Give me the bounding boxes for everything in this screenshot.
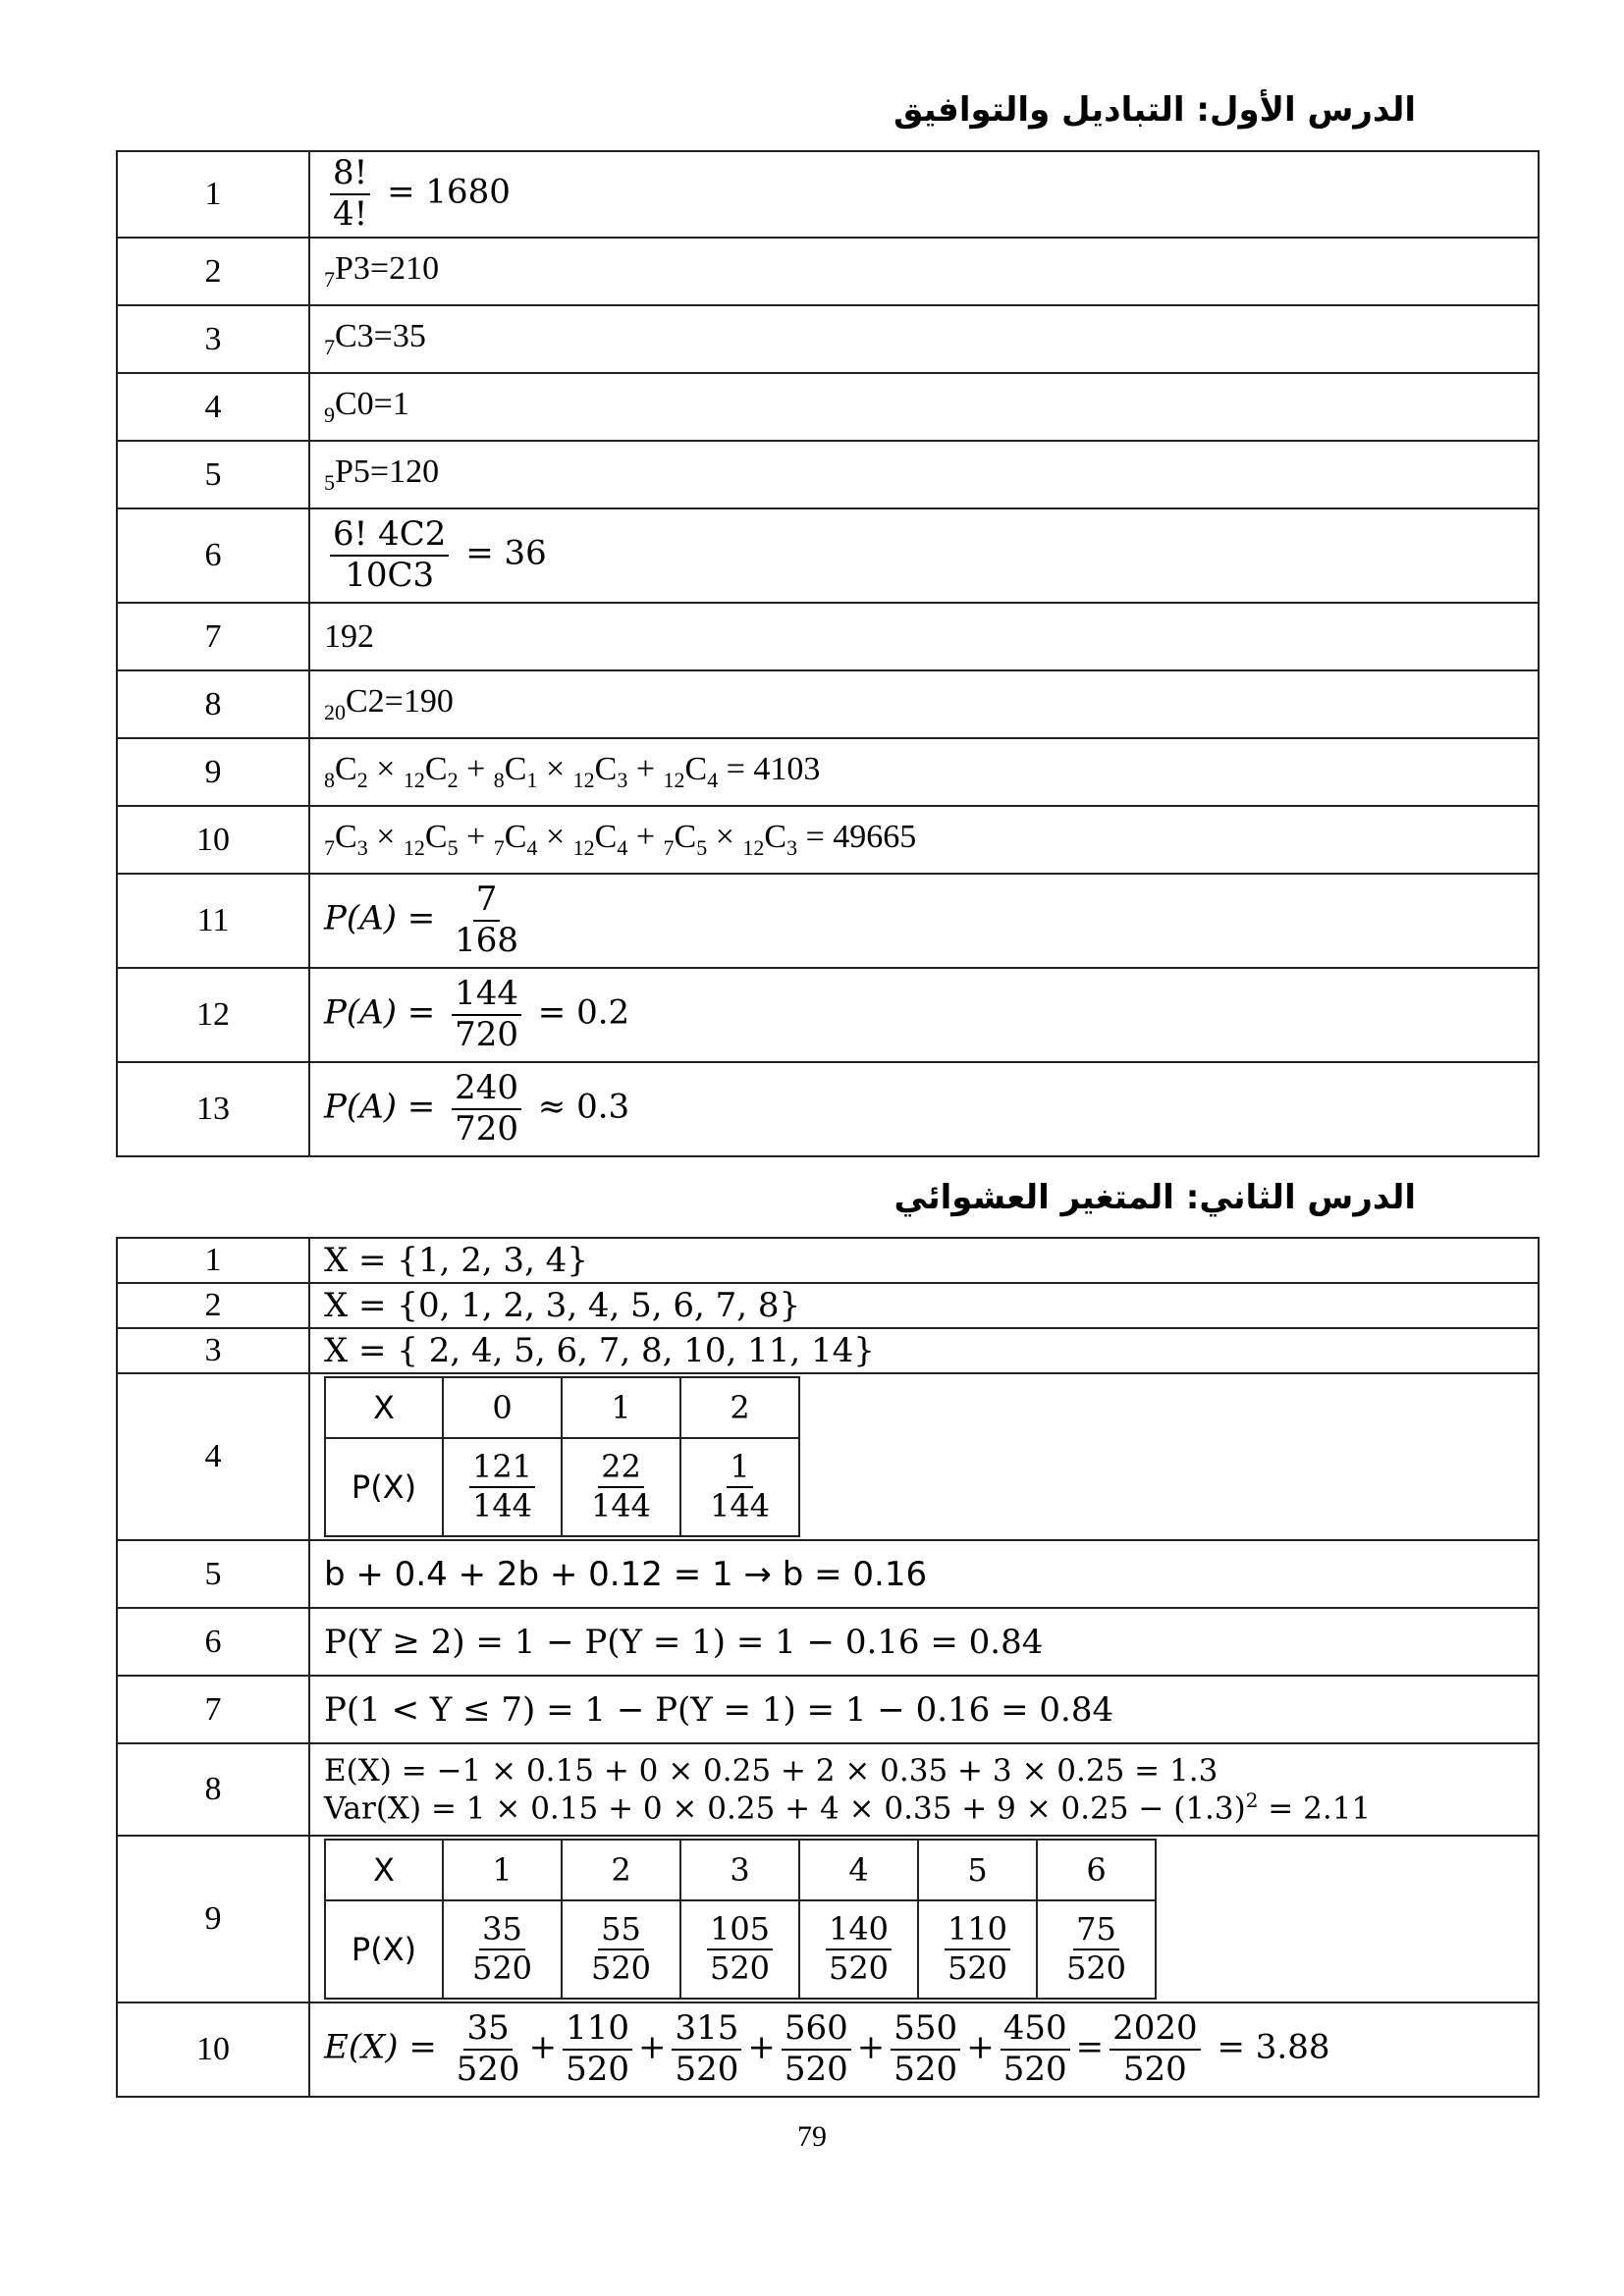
table-row <box>117 738 1539 806</box>
row-number: 5 <box>117 441 309 508</box>
answer-cell: $_7C_3 \times _{12}C_5 + _7C_4 \times _{12}C_4 + _7C_5 \times _{12}C_3 = 49665$ <box>309 806 1539 874</box>
answer-cell: $\frac{6! 4C2}{10C3}$ = 36 <box>309 508 1539 603</box>
table-row <box>117 1373 1539 1540</box>
answer-cell: X = { 2, 4, 5, 6, 7, 8, 10, 11, 14} <box>309 1328 1539 1373</box>
row-number: 3 <box>117 305 309 373</box>
row-number: 8 <box>117 1743 309 1836</box>
table-row <box>117 1608 1539 1676</box>
row-number: 6 <box>117 508 309 603</box>
table-row <box>117 603 1539 670</box>
row-number: 5 <box>117 1540 309 1608</box>
answer-cell: E(X) = $\frac{35}{520}$ + $\frac{110}{520}$ + $\frac{315}{520}$ + $\frac{560}{520}$ + $\frac{550}{520}$ + $\frac{450}{520}$ = $\frac{2020}{520}$ = 3.88 <box>309 2002 1539 2097</box>
table-row <box>117 1283 1539 1328</box>
row-number: 6 <box>117 1608 309 1676</box>
answer-cell: $_9$C0=1 <box>309 373 1539 441</box>
row-number: 1 <box>117 1238 309 1283</box>
row-number: 2 <box>117 238 309 305</box>
table-row <box>117 1062 1539 1156</box>
table-row <box>117 1676 1539 1743</box>
row-number: 12 <box>117 968 309 1062</box>
x-label: X <box>325 1377 443 1438</box>
table-row <box>117 968 1539 1062</box>
answer-cell: P(A) = $\frac{7}{168}$ <box>309 874 1539 968</box>
row-number: 10 <box>117 806 309 874</box>
answer-cell <box>309 1836 1539 2002</box>
row-number: 4 <box>117 1373 309 1540</box>
answer-cell: P(A) = $\frac{144}{720}$ = 0.2 <box>309 968 1539 1062</box>
table-row <box>117 806 1539 874</box>
answer-cell: P(A) = $\frac{240}{720}$ ≈ 0.3 <box>309 1062 1539 1156</box>
row-number: 11 <box>117 874 309 968</box>
row-number: 9 <box>117 1836 309 2002</box>
answer-cell: X = {0, 1, 2, 3, 4, 5, 6, 7, 8} <box>309 1283 1539 1328</box>
row-number: 7 <box>117 1676 309 1743</box>
table-row <box>117 1238 1539 1283</box>
table-row <box>117 874 1539 968</box>
table-row <box>117 305 1539 373</box>
table-row <box>117 1540 1539 1608</box>
table-row <box>117 373 1539 441</box>
answer-cell: $\frac{8!}{4!}$ = 1680 <box>309 151 1539 238</box>
table-row <box>117 2002 1539 2097</box>
row-number: 2 <box>117 1283 309 1328</box>
row-number: 9 <box>117 738 309 806</box>
answer-cell: P(1 < Y ≤ 7) = 1 − P(Y = 1) = 1 − 0.16 = 0.84 <box>309 1676 1539 1743</box>
answer-cell: X = {1, 2, 3, 4} <box>309 1238 1539 1283</box>
answer-cell: $_8C_2 \times _{12}C_2 + _8C_1 \times _{12}C_3 + _{12}C_4 = 4103$ <box>309 738 1539 806</box>
table-row <box>117 238 1539 305</box>
answer-cell: P(Y ≥ 2) = 1 − P(Y = 1) = 1 − 0.16 = 0.84 <box>309 1608 1539 1676</box>
lesson2-heading: الدرس الثاني: المتغير العشوائي <box>893 1178 1416 1217</box>
answer-cell: $_{20}$C2=190 <box>309 670 1539 738</box>
table-row <box>117 1328 1539 1373</box>
distribution-table: X 0 1 2 P(X) $\frac{121}{144}$ $\frac{22}{144}$ $\frac{1}{144}$ <box>324 1376 800 1537</box>
distribution-table: X 1 2 3 4 5 6 P(X) $\frac{35}{520}$ $\frac{55}{520}$ $\frac{105}{520}$ $\frac{140}{520}$ $\frac{110}{520}$ $\frac{75}{520}$ <box>324 1839 1157 2000</box>
answer-cell: b + 0.4 + 2b + 0.12 = 1 → b = 0.16 <box>309 1540 1539 1608</box>
row-number: 7 <box>117 603 309 670</box>
row-number: 13 <box>117 1062 309 1156</box>
answer-cell: $_5$P5=120 <box>309 441 1539 508</box>
table-row <box>117 1836 1539 2002</box>
table-row <box>117 1743 1539 1836</box>
row-number: 1 <box>117 151 309 238</box>
row-number: 10 <box>117 2002 309 2097</box>
answer-cell: 192 <box>309 603 1539 670</box>
answer-cell: E(X) = −1 × 0.15 + 0 × 0.25 + 2 × 0.35 + 3 × 0.25 = 1.3 $Var(X) = 1 \times 0.15 + 0 \times 0.25 + 4 \times 0.35 + 9 \times 0.25 - (1.3)^2 = 2.11$ <box>309 1743 1539 1836</box>
lesson1-table <box>116 150 1540 1157</box>
row-number: 3 <box>117 1328 309 1373</box>
answer-cell: $_7$C3=35 <box>309 305 1539 373</box>
table-row <box>117 670 1539 738</box>
table-row <box>117 151 1539 238</box>
answer-cell <box>309 1373 1539 1540</box>
row-number: 8 <box>117 670 309 738</box>
page-number: 79 <box>797 2120 827 2153</box>
answer-cell: $_7$P3=210 <box>309 238 1539 305</box>
x-label: X <box>325 1840 443 1900</box>
lesson1-heading: الدرس الأول: التباديل والتوافيق <box>893 90 1416 130</box>
row-number: 4 <box>117 373 309 441</box>
p-label: P(X) <box>325 1438 443 1536</box>
table-row <box>117 441 1539 508</box>
lesson2-table <box>116 1237 1540 2098</box>
p-label: P(X) <box>325 1900 443 1999</box>
table-row <box>117 508 1539 603</box>
